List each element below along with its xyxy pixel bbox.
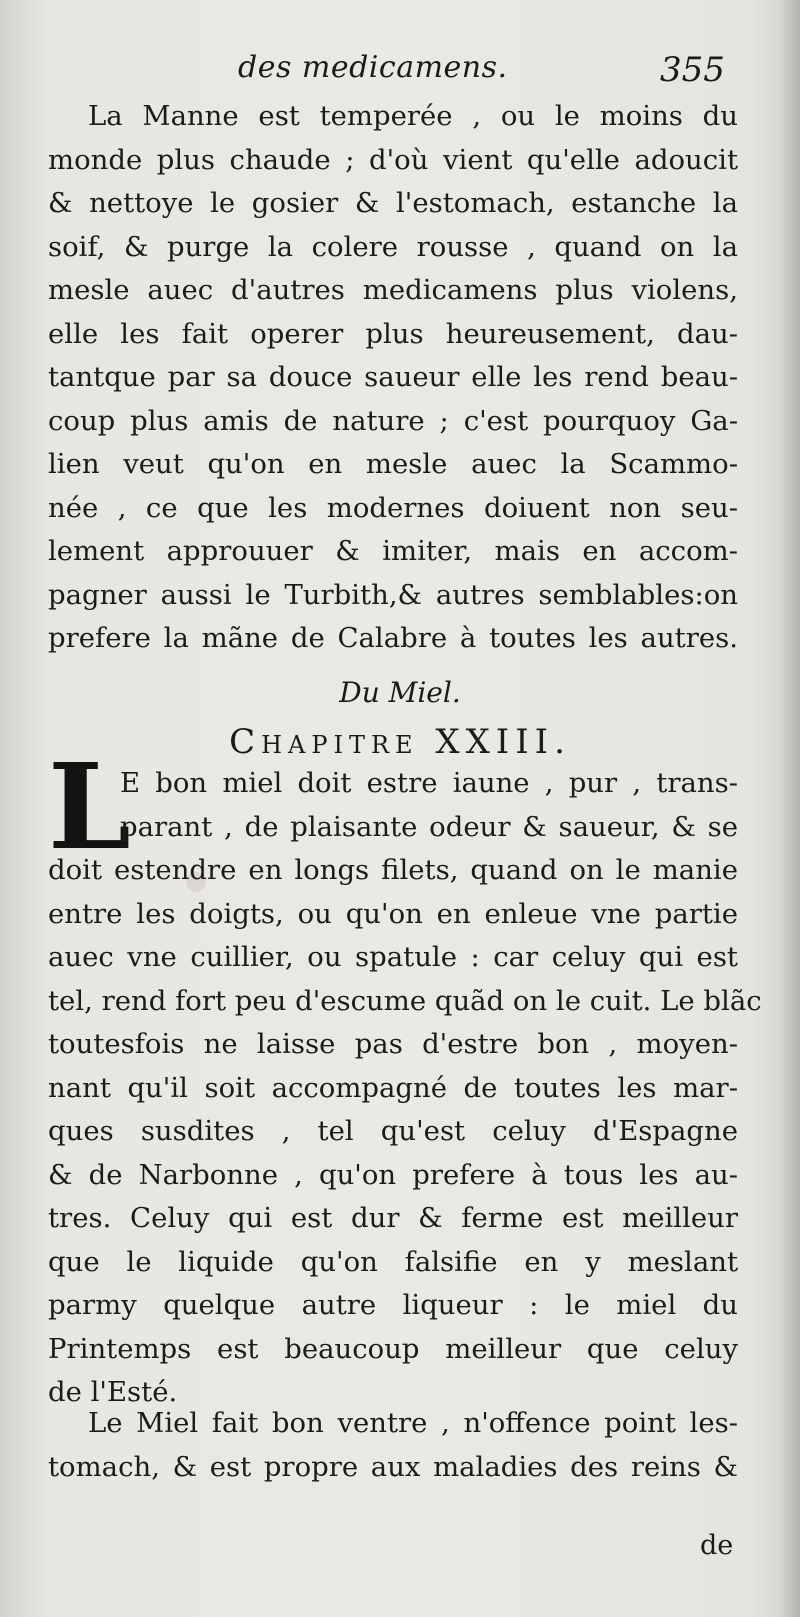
text-line: doit estendre en longs filets, quand on le manie bbox=[48, 854, 738, 886]
paragraph-miel bbox=[48, 762, 762, 1415]
page-number: 355 bbox=[660, 50, 725, 90]
text-line: elle les fait operer plus heureusement, dau- bbox=[48, 317, 738, 350]
text-line: monde plus chaude ; d'où vient qu'elle adoucit bbox=[48, 143, 738, 176]
text-line: Le Miel fait bon ventre , n'offence point les- bbox=[88, 1407, 738, 1439]
text-line: tantque par sa douce saueur elle les rend beau- bbox=[48, 361, 738, 393]
text-line: parant , de plaisante odeur & saueur, & se bbox=[120, 810, 738, 843]
text-line: née , ce que les modernes doiuent non seu- bbox=[48, 491, 738, 524]
drop-cap: L bbox=[48, 737, 131, 876]
text-line: tomach, & est propre aux maladies des reins & bbox=[48, 1450, 738, 1483]
text-line: soif, & purge la colere rousse , quand on la bbox=[48, 230, 738, 263]
text-line: auec vne cuillier, ou spatule : car celuy qui est bbox=[48, 941, 738, 973]
text-line: nant qu'il soit accompagné de toutes les mar- bbox=[48, 1071, 738, 1104]
paragraph-manne bbox=[48, 95, 738, 661]
text-line: prefere la mãne de Calabre à toutes les autres. bbox=[48, 622, 738, 654]
text-line: toutesfois ne laisse pas d'estre bon , moyen- bbox=[48, 1028, 738, 1060]
chapter-heading: Chapitre XXIII. bbox=[229, 722, 571, 762]
text-line: Printemps est beaucoup meilleur que celuy bbox=[48, 1332, 738, 1365]
text-line: ques susdites , tel qu'est celuy d'Espagne bbox=[48, 1115, 738, 1147]
text-line: & nettoye le gosier & l'estomach, estanche la bbox=[48, 187, 738, 219]
text-line: lien veut qu'on en mesle auec la Scammo- bbox=[48, 448, 738, 480]
text-line: & de Narbonne , qu'on prefere à tous les au- bbox=[48, 1158, 738, 1191]
page-header bbox=[0, 44, 800, 94]
text-line: tres. Celuy qui est dur & ferme est meilleur bbox=[48, 1202, 738, 1234]
text-line: La Manne est temperée , ou le moins du bbox=[88, 100, 738, 132]
text-line: que le liquide qu'on falsifie en y meslant bbox=[48, 1245, 738, 1278]
text-line: entre les doigts, ou qu'on en enleue vne partie bbox=[48, 897, 738, 930]
section-title: Du Miel. bbox=[339, 676, 461, 709]
page-gutter-shadow bbox=[778, 0, 800, 1617]
paragraph-miel-effets bbox=[48, 1402, 738, 1489]
text-line: coup plus amis de nature ; c'est pourquoy Ga- bbox=[48, 404, 738, 437]
running-head: des medicamens. bbox=[238, 50, 508, 85]
text-line: parmy quelque autre liqueur : le miel du bbox=[48, 1289, 738, 1321]
text-line: tel, rend fort peu d'escume quãd on le cuit. Le blãc bbox=[48, 984, 762, 1017]
text-line: pagner aussi le Turbith,& autres semblables:on bbox=[48, 578, 738, 611]
catchword: de bbox=[700, 1530, 734, 1561]
text-line: lement approuuer & imiter, mais en accom- bbox=[48, 535, 738, 567]
text-line: E bon miel doit estre iaune , pur , trans- bbox=[120, 767, 738, 799]
text-line: mesle auec d'autres medicamens plus violens, bbox=[48, 274, 738, 306]
text-line: de l'Esté. bbox=[48, 1376, 178, 1408]
